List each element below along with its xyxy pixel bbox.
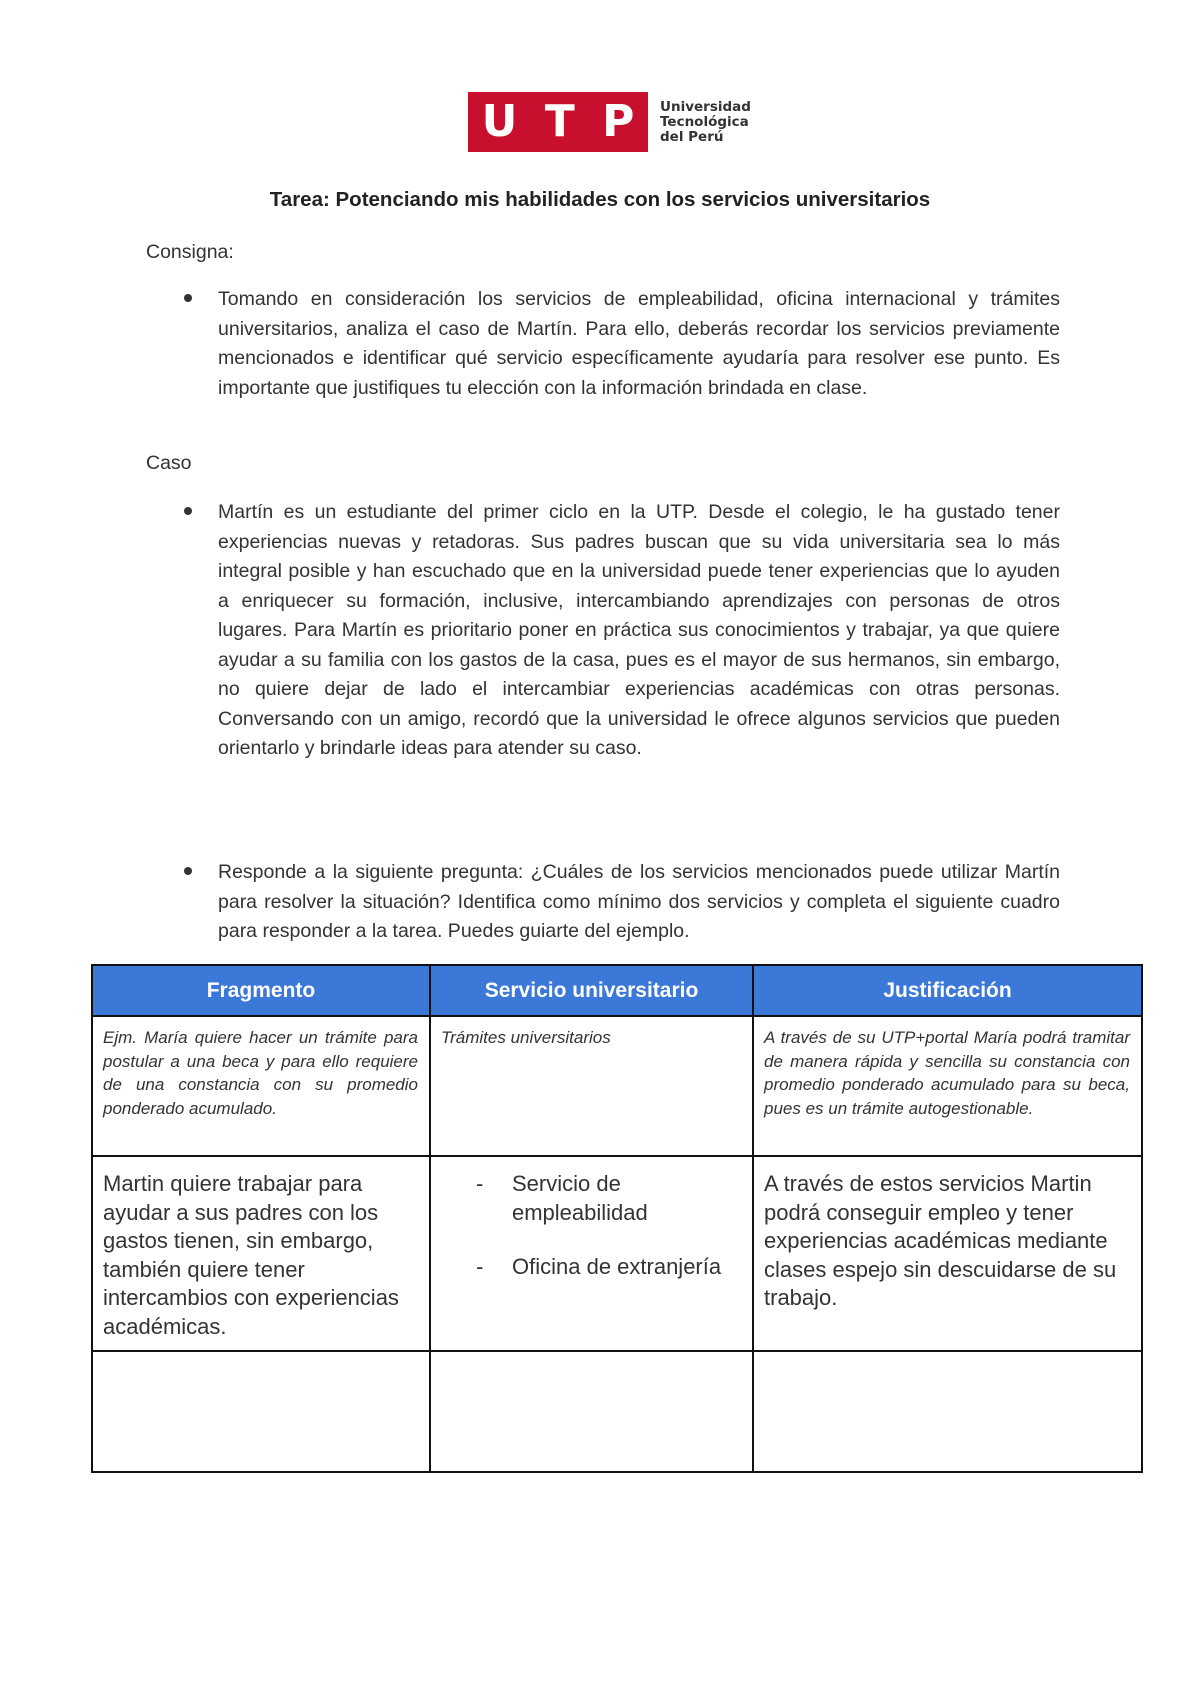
- consigna-bullet: [184, 285, 1060, 403]
- pregunta-bullet: [184, 858, 1060, 947]
- answer-fragmento: Martin quiere trabajar para ayudar a sus padres con los gastos tienen, sin embargo, también quiere tener intercambios con experiencias académicas.: [103, 1171, 399, 1339]
- logo-line-1: Universidad: [660, 98, 751, 115]
- example-justificacion: A través de su UTP+portal María podrá tramitar de manera rápida y sencilla su constancia con promedio ponderado acumulado para su beca, pues es un trámite autogestionable.: [764, 1028, 1130, 1118]
- table-header-row: [92, 965, 1142, 1016]
- answer-servicios-list: [441, 1170, 742, 1282]
- example-servicio-cell: [430, 1016, 753, 1156]
- example-fragmento-cell: [92, 1016, 430, 1156]
- list-item: - Oficina de extranjería: [476, 1253, 742, 1282]
- table-row-answer: [92, 1156, 1142, 1351]
- example-fragmento: Ejm. María quiere hacer un trámite para postular a una beca y para ello requiere de una constancia con su promedio ponderado acumulado.: [103, 1028, 418, 1118]
- example-servicio: Trámites universitarios: [441, 1028, 611, 1047]
- header-justificacion: Justificación: [753, 965, 1142, 1016]
- caso-bullet: [184, 498, 1060, 764]
- consigna-text: Tomando en consideración los servicios de empleabilidad, oficina internacional y trámites universitarios, analiza el caso de Martín. Para ello, deberás recordar los servicios previamente mencionados e identificar qué servicio específicamente ayudaría para resolver ese punto. Es importante que justifiques tu elección con la información brindada en clase.: [218, 288, 1060, 399]
- task-table: [91, 964, 1143, 1473]
- consigna-label: Consigna:: [146, 241, 234, 263]
- example-justificacion-cell: [753, 1016, 1142, 1156]
- logo-line-2: Tecnológica: [660, 113, 749, 130]
- utp-logo-mark: [468, 92, 648, 152]
- header-fragmento: Fragmento: [92, 965, 430, 1016]
- empty-servicio-cell[interactable]: [430, 1351, 753, 1472]
- logo-letter-t: T: [544, 96, 575, 147]
- answer-justificacion: A través de estos servicios Martin podrá conseguir empleo y tener experiencias académicas mediante clases espejo sin descuidarse de su trabajo.: [764, 1171, 1117, 1310]
- empty-fragmento-cell[interactable]: [92, 1351, 430, 1472]
- bullet-icon: [184, 507, 192, 515]
- pregunta-text: Responde a la siguiente pregunta: ¿Cuáles de los servicios mencionados puede utilizar Martín para resolver la situación? Identifica como mínimo dos servicios y completa el siguiente cuadro para responder a la tarea. Puedes guiarte del ejemplo.: [218, 861, 1060, 942]
- utp-logo: [468, 92, 751, 152]
- answer-fragmento-cell[interactable]: [92, 1156, 430, 1351]
- logo-line-3: del Perú: [660, 128, 724, 145]
- table-row-example: [92, 1016, 1142, 1156]
- answer-justificacion-cell[interactable]: [753, 1156, 1142, 1351]
- document-title: Tarea: Potenciando mis habilidades con los servicios universitarios: [269, 188, 931, 211]
- table-row-empty: [92, 1351, 1142, 1472]
- empty-justificacion-cell[interactable]: [753, 1351, 1142, 1472]
- caso-label: Caso: [146, 452, 192, 474]
- header-servicio: Servicio universitario: [430, 965, 753, 1016]
- answer-servicio-cell[interactable]: [430, 1156, 753, 1351]
- caso-text: Martín es un estudiante del primer ciclo en la UTP. Desde el colegio, le ha gustado tener experiencias nuevas y retadoras. Sus padres buscan que su vida universitaria sea lo más integral posible y han escuchado que en la universidad puede tener experiencias que lo ayuden a enriquecer su formación, inclusive, intercambiando aprendizajes con personas de otros lugares. Para Martín es prioritario poner en práctica sus conocimientos y trabajar, ya que quiere ayudar a su familia con los gastos de la casa, pues es el mayor de sus hermanos, sin embargo, no quiere dejar de lado el intercambiar experiencias académicas con otras personas. Conversando con un amigo, recordó que la universidad le ofrece algunos servicios que pueden orientarlo y brindarle ideas para atender su caso.: [218, 501, 1060, 759]
- logo-letter-u: U: [481, 96, 518, 147]
- logo-letter-p: P: [602, 96, 635, 147]
- list-item: - Servicio de empleabilidad: [476, 1170, 742, 1227]
- utp-logo-text: [660, 100, 751, 145]
- bullet-icon: [184, 867, 192, 875]
- bullet-icon: [184, 294, 192, 302]
